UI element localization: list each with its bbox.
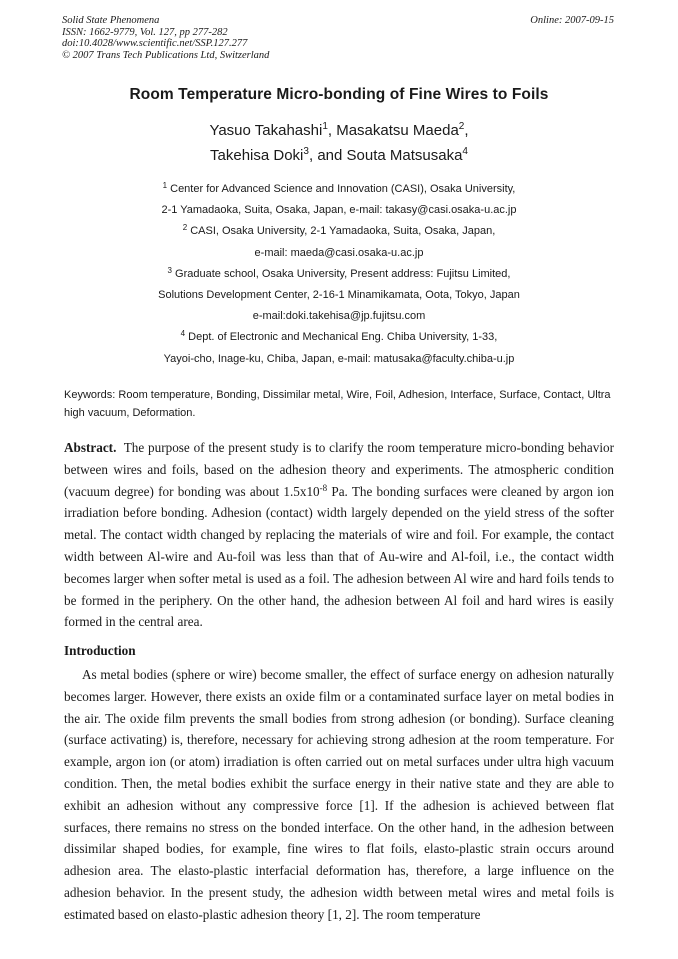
author-name: Masakatsu Maeda bbox=[336, 122, 459, 139]
publication-header bbox=[62, 15, 269, 61]
author-name: Yasuo Takahashi bbox=[209, 122, 323, 139]
affiliation-mark: 1 bbox=[162, 181, 168, 190]
journal-name: Solid State Phenomena bbox=[62, 15, 160, 26]
affiliation-line: Solutions Development Center, 2-16-1 Minamikamata, Oota, Tokyo, Japan bbox=[158, 289, 520, 302]
affiliation-line bbox=[0, 221, 678, 242]
affiliation-mark: 2 bbox=[182, 223, 188, 233]
affiliation-line: Yayoi-cho, Inage-ku, Chiba, Japan, e-mail: matusaka@faculty.chiba-u.jp bbox=[163, 352, 515, 365]
author-name: Souta Matsusaka bbox=[346, 147, 463, 164]
affiliation-mark: 3 bbox=[167, 265, 172, 275]
author-line-2: Takehisa Doki$^3$, and Souta Matsusaka$^4$ bbox=[210, 146, 468, 164]
paper-title: Room Temperature Micro-bonding of Fine Wires to Foils bbox=[129, 86, 549, 103]
affiliation-text: Center for Advanced Science and Innovation (CASI), Osaka University, bbox=[170, 183, 516, 195]
affiliation-text: Graduate school, Osaka University, Present address: Fujitsu Limited, bbox=[175, 267, 511, 280]
author-list bbox=[0, 118, 678, 168]
author-conjunction: and bbox=[317, 147, 343, 164]
affiliation-line: e-mail: maeda@casi.osaka-u.ac.jp bbox=[254, 246, 424, 259]
author-name: Takehisa Doki bbox=[210, 147, 304, 164]
online-date: Online: 2007-09-15 bbox=[530, 15, 614, 26]
author-affil-mark: 3 bbox=[303, 146, 309, 157]
copyright-line: © 2007 Trans Tech Publications Ltd, Switzerland bbox=[62, 49, 270, 61]
abstract bbox=[64, 437, 614, 633]
abstract-text: The purpose of the present study is to clarify the room temperature micro-bonding behavior between wires and foils, based on the adhesion theory and experiments. The atmospheric condition (vacuum degree) for bonding was about 1.5x10 bbox=[64, 440, 614, 499]
abstract-text-continued: Pa. The bonding surfaces were cleaned by argon ion irradiation before bonding. Adhesion (contact) width largely depended on the yield stress of the softer metal. The contact width changed by replacing the materials of wire and foil. For example, the contact width between Al-wire and Au-foil was less than that of Au-wire and Al-foil, i.e., the contact width becomes larger when softer metal is used as a foil. The adhesion between Al wire and hard foils tends to be formed in the periphery. On the other hand, the adhesion between Al foil and hard wires is easily formed in the central area. bbox=[64, 483, 615, 630]
keywords: Keywords: Room temperature, Bonding, Dissimilar metal, Wire, Foil, Adhesion, Interface, Surface, Contact, Ultra high vacuum, Deformation. bbox=[64, 389, 611, 419]
abstract-exponent: -8 bbox=[319, 482, 328, 493]
affiliation-text: CASI, Osaka University, 2-1 Yamadaoka, Suita, Osaka, Japan, bbox=[190, 225, 496, 238]
affiliation-line bbox=[0, 179, 678, 200]
doi-line: doi:10.4028/www.scientific.net/SSP.127.277 bbox=[62, 38, 248, 49]
author-affil-mark: 2 bbox=[458, 121, 465, 132]
author-line-1: Yasuo Takahashi$^1$, Masakatsu Maeda$^2$, bbox=[209, 121, 469, 139]
affiliation-line bbox=[0, 264, 678, 285]
affiliation-line: 2-1 Yamadaoka, Suita, Osaka, Japan, e-mail: takasy@casi.osaka-u.ac.jp bbox=[161, 204, 517, 217]
affiliations bbox=[0, 179, 678, 370]
affiliation-line bbox=[0, 327, 678, 348]
affiliation-text: Dept. of Electronic and Mechanical Eng. Chiba University, 1-33, bbox=[188, 331, 498, 344]
affiliation-mark: 4 bbox=[180, 329, 186, 339]
section-heading-introduction: Introduction bbox=[64, 643, 136, 658]
author-affil-mark: 1 bbox=[322, 121, 328, 132]
abstract-label: Abstract. bbox=[64, 440, 117, 455]
introduction-paragraph: As metal bodies (sphere or wire) become smaller, the effect of surface energy on adhesion naturally becomes larger. However, there exists an oxide film or a contaminated surface layer on metal bodies in the air. The oxide film prevents the small bodies from strong adhesion (or bonding). Surface cleaning (surface activating) is, therefore, necessary for achieving strong adhesion at the room temperature. For example, argon ion (or atom) irradiation is often carried out on metal surfaces under ultra high vacuum condition. Then, the metal bodies exhibit the surface energy in their native state and they are able to exhibit an adhesion without any compressive force [1]. If the adhesion is achieved between flat surfaces, there remains no stress on the bonded interface. On the other hand, in the adhesion between dissimilar shaped bodies, for example, fine wires to flat foils, elasto-plastic strain occurs around adhesion area. The elasto-plastic interfacial deformation has, therefore, a large influence on the adhesion behavior. In the present study, the adhesion width between metal wires and metal foils is estimated based on elasto-plastic adhesion theory [1, 2]. The room temperature bbox=[64, 667, 614, 922]
affiliation-line: e-mail:doki.takehisa@jp.fujitsu.com bbox=[252, 310, 426, 323]
author-affil-mark: 4 bbox=[462, 146, 468, 157]
issn-line: ISSN: 1662-9779, Vol. 127, pp 277-282 bbox=[62, 26, 228, 38]
